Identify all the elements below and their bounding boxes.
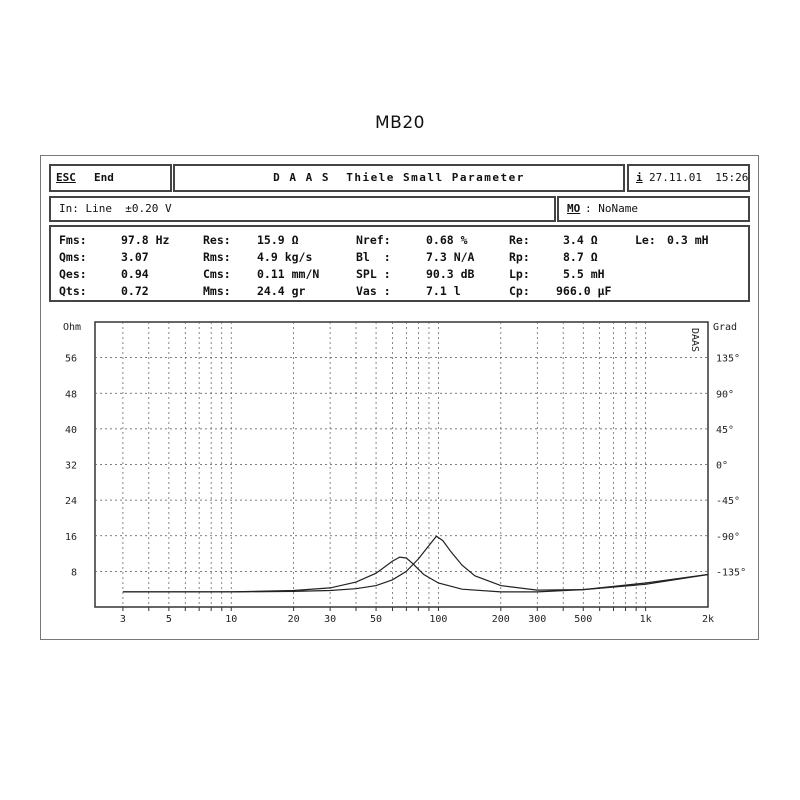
datetime-label: 27.11.01 15:26	[649, 171, 749, 184]
param-value: 0.94	[121, 267, 149, 281]
mo-key-label: MO	[567, 202, 581, 215]
x-tick-label: 1k	[639, 614, 652, 625]
app-title: D A A S Thiele Small Parameter	[273, 171, 525, 184]
param-label: Qes:	[59, 267, 87, 281]
x-tick-label: 500	[574, 614, 593, 625]
y-tick-label: 32	[64, 460, 77, 472]
param-label: Fms:	[59, 233, 87, 247]
param-value: 0.72	[121, 284, 149, 298]
y2-tick-label: 90°	[716, 389, 735, 401]
watermark: DAAS	[689, 328, 700, 353]
param-label: Res:	[203, 233, 231, 247]
param-label: Lp:	[509, 267, 530, 281]
y-tick-label: 48	[64, 389, 77, 401]
param-label: Re:	[509, 233, 530, 247]
x-tick-label: 100	[429, 614, 448, 625]
param-value: 5.5 mH	[563, 267, 605, 281]
param-value: 4.9 kg/s	[257, 250, 313, 264]
x-tick-label: 20	[287, 614, 300, 625]
param-label: Qms:	[59, 250, 87, 264]
param-label: Cp:	[509, 284, 530, 298]
param-value: 8.7 Ω	[563, 250, 598, 264]
end-action-label: End	[94, 171, 114, 184]
x-tick-label: 200	[491, 614, 510, 625]
param-label: Qts:	[59, 284, 87, 298]
param-label: SPL :	[356, 267, 391, 281]
impedance-curve-1	[123, 536, 708, 592]
x-tick-label: 5	[165, 614, 172, 625]
param-value: 15.9 Ω	[257, 233, 299, 247]
y-tick-label: 56	[64, 353, 77, 365]
param-label: Le:	[635, 233, 656, 247]
x-tick-label: 300	[528, 614, 547, 625]
param-value: 0.11 mm/N	[257, 267, 320, 281]
param-value: 7.3 N/A	[426, 250, 475, 264]
x-tick-label: 2k	[701, 614, 715, 625]
param-value: 966.0 µF	[556, 284, 612, 298]
y2-tick-label: 135°	[716, 353, 741, 365]
y2-tick-label: 45°	[716, 424, 735, 436]
param-value: 3.4 Ω	[563, 233, 598, 247]
param-value: 97.8 Hz	[121, 233, 170, 247]
y2-tick-label: -45°	[716, 496, 741, 508]
y2-axis-label: Grad	[713, 322, 738, 333]
param-label: Rms:	[203, 250, 231, 264]
x-tick-label: 10	[225, 614, 238, 625]
y-axis-label: Ohm	[63, 322, 82, 333]
param-label: Cms:	[203, 267, 231, 281]
y-tick-label: 24	[64, 496, 77, 508]
param-value: 3.07	[121, 250, 149, 264]
param-value: 0.68 %	[426, 233, 468, 247]
y2-tick-label: 0°	[716, 460, 729, 472]
param-value: 7.1 l	[426, 284, 461, 298]
esc-key-label: ESC	[56, 171, 76, 184]
y-tick-label: 8	[70, 567, 77, 579]
page-title: MB20	[375, 113, 425, 133]
x-tick-label: 3	[119, 614, 126, 625]
y2-tick-label: -90°	[716, 531, 741, 543]
x-tick-label: 30	[324, 614, 337, 625]
y2-tick-label: -135°	[716, 567, 747, 579]
input-label: In: Line ±0.20 V	[59, 202, 172, 215]
param-label: Vas :	[356, 284, 391, 298]
param-value: 0.3 mH	[667, 233, 709, 247]
mo-value-label: : NoName	[585, 202, 638, 215]
param-label: Bl :	[356, 250, 391, 264]
info-key-label: i	[636, 171, 643, 184]
y-tick-label: 40	[64, 424, 77, 436]
x-tick-label: 50	[370, 614, 383, 625]
param-value: 90.3 dB	[426, 267, 475, 281]
param-label: Nref:	[356, 233, 391, 247]
param-label: Rp:	[509, 250, 530, 264]
param-value: 24.4 gr	[257, 284, 306, 298]
y-tick-label: 16	[64, 531, 77, 543]
param-label: Mms:	[203, 284, 231, 298]
